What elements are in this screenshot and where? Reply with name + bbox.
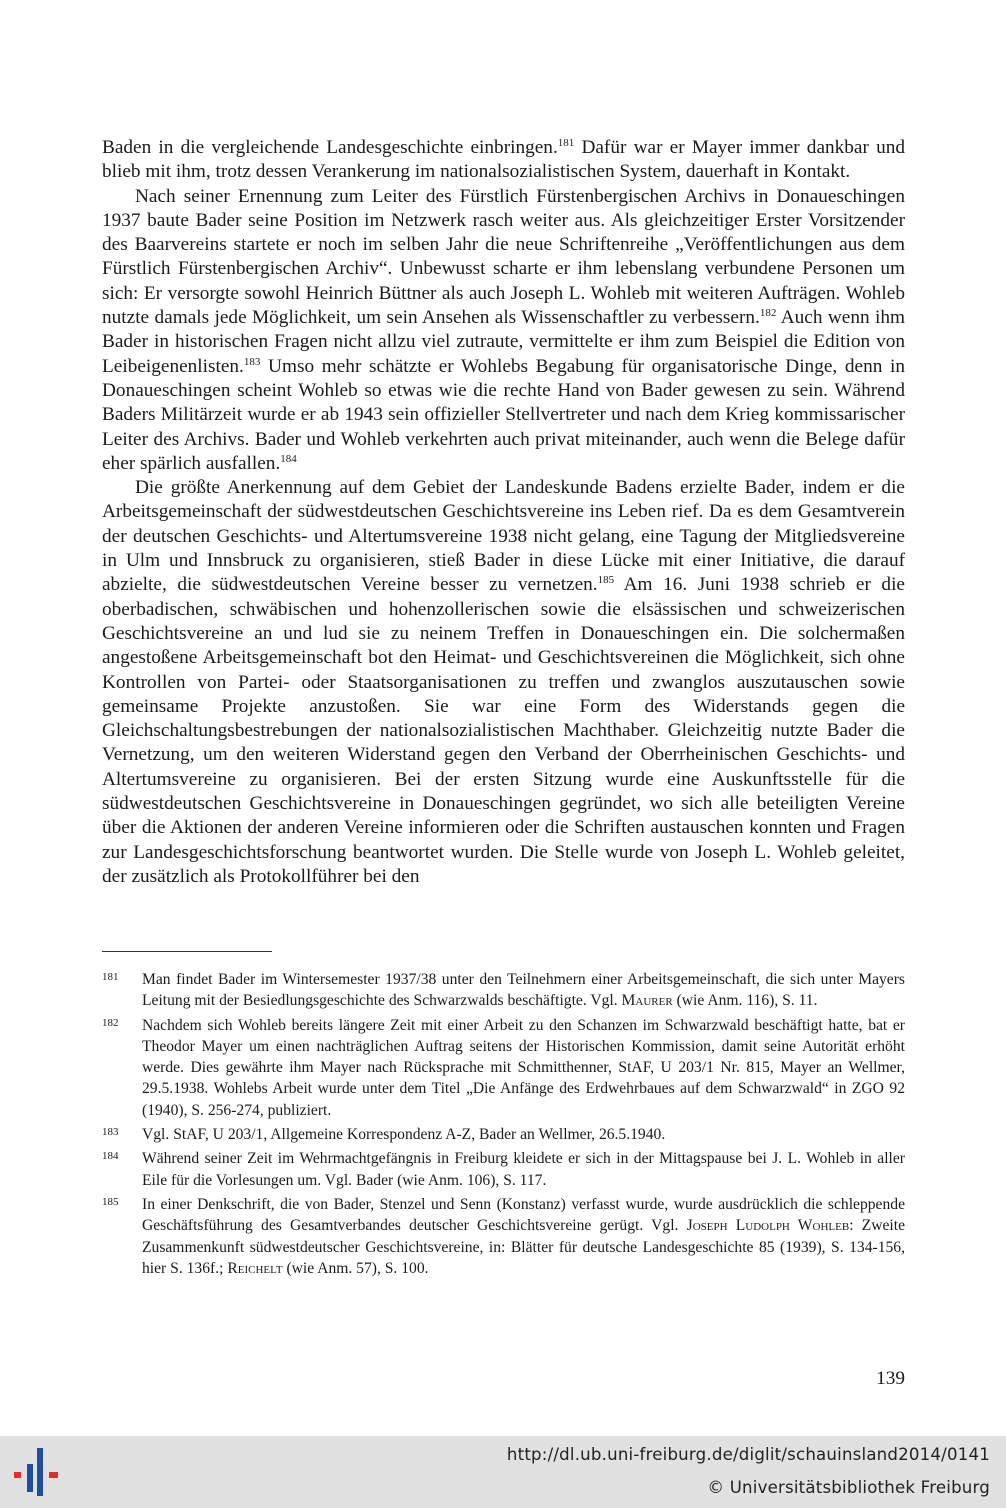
footnote [102, 1124, 905, 1145]
footnote-text: Während seiner Zeit im Wehrmachtgefängnis in Freiburg kleidete er sich in der Mittagspause bei J. L. Wohleb in aller Eile für die Vorlesungen um. Vgl. Bader (wie Anm. 106), S. 117. [142, 1150, 905, 1189]
text-run: Dafür war er Mayer immer dankbar und blieb mit ihm, trotz dessen Verankerung im nationalsozialistischen System, dauerhaft in Kontakt. [102, 137, 906, 183]
main-text [102, 136, 905, 889]
footnote-text: Man findet Bader im Wintersemester 1937/38 unter den Teilnehmern einer Arbeitsgemeinschaft, die sich unter Mayers Leitung mit der Besiedlungsgeschichte des Schwarzwalds beschäftigte. Vgl. [142, 971, 905, 1010]
footnote-separator [102, 951, 272, 952]
copyright-notice: © Universitätsbibliothek Freiburg [707, 1478, 990, 1497]
footnote-ref[interactable]: 182 [759, 307, 777, 320]
footnote-number: 182 [102, 1016, 119, 1029]
footnote-text: In einer Denkschrift, die von Bader, Stenzel und Senn (Konstanz) verfasst wurde, wurde ausdrücklich die schleppende Geschäftsführung des Gesamtverbandes deutscher Geschichtsvereine gerügt. Vgl. [142, 1195, 905, 1235]
text-run: Baden in die vergleichende Landesgeschichte einbringen. [102, 137, 558, 158]
footnote [102, 1194, 905, 1279]
footnote-ref[interactable]: 183 [243, 355, 261, 368]
text-run: Umso mehr schätzte er Wohlebs Begabung für organisatorische Dinge, denn in Donaueschingen scheint Wohleb so etwas wie die rechte Hand von Bader gewesen zu sein. Während Baders Militärzeit wurde er ab 1943 sein offizieller Stellvertreter und nach dem Krieg kommissarischer Leiter des Archivs. Bader und Wohleb verkehrten auch privat miteinander, auch wenn die Belege dafür eher spärlich ausfallen. [102, 355, 905, 474]
footnote-ref[interactable]: 185 [597, 574, 615, 587]
footnote-number: 184 [102, 1150, 119, 1163]
footnote-number: 181 [102, 971, 119, 983]
footnote-ref[interactable]: 181 [557, 137, 575, 149]
footnote-text: : Zweite Zusammenkunft südwestdeutscher Geschichtsvereine, in: Blätter für deutsche Landesgeschichte 85 (1939), S. 134-156, hier S. 136f.; [142, 1217, 906, 1277]
text-run: Die größte Anerkennung auf dem Gebiet der Landeskunde Badens erzielte Bader, indem er die Arbeitsgemeinschaft der südwestdeutschen Geschichtsvereine ins Leben rief. Da es dem Gesamtverein der deutschen Geschichts- und Altertumsvereine 1938 nicht gelang, eine Tagung der Mitgliedsvereine in Ulm und Innsbruck zu organisieren, stieß Bader in diese Lücke mit einer Initiative, die darauf abzielte, die südwestdeutschen Vereine besser zu vernetzen. [102, 477, 905, 596]
footnote [102, 969, 905, 1012]
paragraph [102, 476, 905, 889]
footnote [102, 1148, 905, 1191]
author-name: Maurer [621, 992, 673, 1010]
footnote-number: 185 [102, 1195, 119, 1208]
ub-freiburg-logo-icon [12, 1446, 64, 1500]
author-name: Joseph Ludolph Wohleb [686, 1217, 850, 1235]
source-link[interactable]: http://dl.ub.uni-freiburg.de/diglit/schauinsland2014/0141 [506, 1445, 990, 1464]
footnote-text: Nachdem sich Wohleb bereits längere Zeit mit einer Arbeit zu den Schanzen im Schwarzwald beschäftigt hatte, bat er Theodor Mayer um einen nachträglichen Auftrag seitens der Historischen Kommission, damit seine Autorität erhöht werde. Dies gewährte ihm Mayer nach Rücksprache mit Schmitthenner, StAF, U 203/1 Nr. 815, Mayer an Wellmer, 29.5.1938. Wohlebs Arbeit wurde unter dem Titel „Die Anfänge des Erdwehrbaues auf dem Schwarzwald“ in ZGO 92 (1940), S. 256-274, publiziert. [142, 1016, 905, 1119]
footnotes [102, 969, 905, 1282]
text-run: Nach seiner Ernennung zum Leiter des Fürstlich Fürstenbergischen Archivs in Donaueschingen 1937 baute Bader seine Position im Netzwerk rasch weiter aus. Als gleichzeitiger Erster Vorsitzender des Baarvereins startete er noch im selben Jahr die neue Schriftenreihe „Veröffentlichungen aus dem Fürstlich Fürstenbergischen Archiv“. Unbewusst scharte er ihm lebenslang verbundene Personen um sich: Er versorgte sowohl Heinrich Büttner als auch Joseph L. Wohleb mit weiteren Aufträgen. Wohleb nutzte damals jede Möglichkeit, um sein Ansehen als Wissenschaftler zu verbessern. [102, 185, 905, 329]
footnote-number: 183 [102, 1126, 119, 1139]
author-name: Reichelt [227, 1259, 283, 1277]
footer-bar [0, 1436, 1006, 1508]
footnote-text: (wie Anm. 57), S. 100. [282, 1259, 429, 1277]
page-number: 139 [876, 1368, 905, 1389]
paragraph [102, 185, 905, 477]
footnote [102, 1015, 905, 1121]
footnote-text: (wie Anm. 116), S. 11. [672, 992, 818, 1010]
text-run: Am 16. Juni 1938 schrieb er die oberbadischen, schwäbischen und hohenzollerischen sowie die elsässischen und schweizerischen Geschichtsvereine an und lud sie zu neinem Treffen in Donaueschingen ein. Die solchermaßen angestoßene Arbeitsgemeinschaft bot den Heimat- und Geschichtsvereinen die Möglichkeit, sich ohne Kontrollen von Partei- oder Staatsorganisationen zu treffen und zwanglos auszutauschen sowie gemeinsame Projekte anzustoßen. Sie war eine Form des Widerstands gegen die Gleichschaltungsbestrebungen der nationalsozialistischen Machthaber. Gleichzeitig nutzte Bader die Vernetzung, um den weiteren Widerstand gegen den Verband der Oberrheinischen Geschichts- und Altertumsvereine zu organisieren. Bei der ersten Sitzung wurde eine Auskunftsstelle für die südwestdeutschen Geschichtsvereine in Donaueschingen gegründet, wo sich alle beteiligten Vereine über die Aktionen der anderen Vereine informieren oder die Schriften austauschen konnten und Fragen zur Landesgeschichtsforschung beantwortet wurden. Die Stelle wurde von Joseph L. Wohleb geleitet, der zusätzlich als Protokollführer bei den [102, 574, 905, 887]
paragraph [102, 136, 905, 185]
footnote-ref[interactable]: 184 [280, 452, 297, 465]
footnote-text: Vgl. StAF, U 203/1, Allgemeine Korrespondenz A-Z, Bader an Wellmer, 26.5.1940. [142, 1126, 666, 1144]
text-run: Auch wenn ihm Bader in historischen Fragen nicht allzu viel zutraute, vermittelte er ihm zum Beispiel die Edition von Leibeigenenlisten. [102, 307, 906, 377]
